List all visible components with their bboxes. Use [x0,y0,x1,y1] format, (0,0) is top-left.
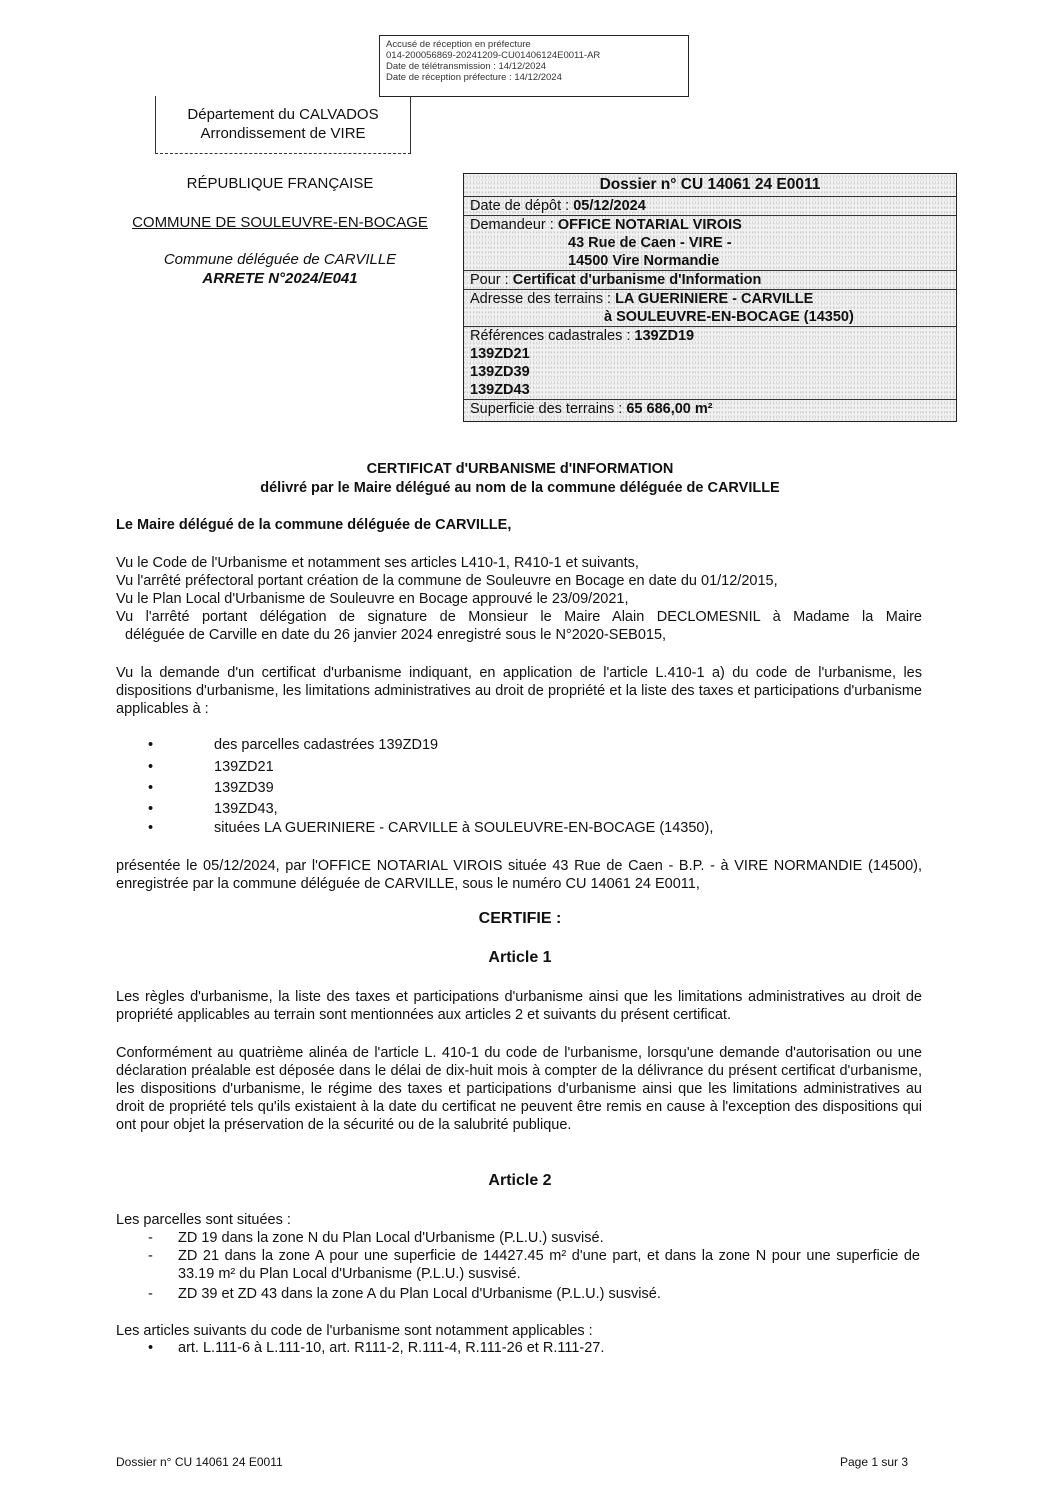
stamp-line: Date de télétransmission : 14/12/2024 [386,61,547,72]
applicant-label: Demandeur : [470,217,558,233]
vu-line: déléguée de Carville en date du 26 janvier 2024 enregistré sous le N°2020-SEB015, [125,627,667,643]
parcel-bullet: • situées LA GUERINIERE - CARVILLE à SOULEUVRE-EN-BOCAGE (14350), [148,820,714,836]
arrondissement-name: Arrondissement de VIRE [200,125,366,142]
mayor-line: Le Maire délégué de la commune déléguée de CARVILLE, [116,517,512,533]
parcel-bullet: • 139ZD43, [148,801,278,817]
commune-title: COMMUNE DE SOULEUVRE-EN-BOCAGE [132,214,428,231]
purpose-label: Pour : [470,272,513,288]
vu-line: Vu l'arrêté portant délégation de signature de Monsieur le Maire Alain DECLOMESNIL à Madame la Maire [116,609,922,625]
republic-title: RÉPUBLIQUE FRANÇAISE [186,175,374,192]
cadastral-ref: 139ZD43 [470,382,530,398]
land-address-label: Adresse des terrains : [470,291,616,307]
footer-page-number: Page 1 sur 3 [840,1455,909,1469]
deposit-date-row [464,197,956,216]
article1-title: Article 1 [488,949,552,966]
articles-intro: Les articles suivants du code de l'urbanisme sont notamment applicables : [116,1323,593,1339]
cadastral-row [464,327,956,400]
land-address-line1: LA GUERINIERE - CARVILLE [615,291,814,307]
deposit-date-value: 05/12/2024 [573,198,646,214]
parcel-text: des parcelles cadastrées 139ZD19 [214,737,439,753]
land-address-row [464,290,956,327]
department-name: Département du CALVADOS [187,106,379,123]
parcel-bullet: • des parcelles cadastrées 139ZD19 [148,737,439,753]
area-value: 65 686,00 m² [626,401,713,417]
deposit-date-label: Date de dépôt : [470,198,574,214]
article2-intro: Les parcelles sont situées : [116,1212,291,1228]
parcel-text: situées LA GUERINIERE - CARVILLE à SOULEUVRE-EN-BOCAGE (14350), [214,820,714,836]
vu-line: Vu le Code de l'Urbanisme et notamment ses articles L410-1, R410-1 et suivants, [116,555,639,571]
zone-text: ZD 19 dans la zone N du Plan Local d'Urbanisme (P.L.U.) susvisé. [178,1230,604,1246]
article-bullet: • art. L.111-6 à L.111-10, art. R111-2, R.111-4, R.111-26 et R.111-27. [148,1340,605,1356]
stamp-line: 014-200056869-20241209-CU01406124E0011-AR [386,50,601,61]
parcel-text: 139ZD39 [214,780,274,796]
vu-line: Vu le Plan Local d'Urbanisme de Souleuvre en Bocage approuvé le 23/09/2021, [116,591,629,607]
parcel-text: 139ZD43, [214,801,278,817]
zone-item: - ZD 21 dans la zone A pour une superficie de 14427.45 m² d'une part, et dans la zone N pour une superficie de 33.19 m² du Plan Local d'Urbanisme (P.L.U.) susvisé. [148,1248,920,1282]
area-label: Superficie des terrains : [470,401,627,417]
certifie-heading: CERTIFIE : [478,910,562,927]
stamp-line: Accusé de réception en préfecture [386,39,531,50]
dossier-box [463,173,957,422]
zone-item: - ZD 19 dans la zone N du Plan Local d'Urbanisme (P.L.U.) susvisé. [148,1229,920,1247]
area-row [464,400,956,418]
cadastral-ref: 139ZD21 [470,346,530,362]
stamp-line: Date de réception préfecture : 14/12/2024 [386,72,562,83]
certificate-subtitle: délivré par le Maire délégué au nom de la commune déléguée de CARVILLE [260,480,780,496]
cadastral-ref: 139ZD39 [470,364,530,380]
parcel-text: 139ZD21 [214,759,274,775]
zone-text: ZD 21 dans la zone A pour une superficie de 14427.45 m² d'une part, et dans la zone N pour une superficie de 33.19 m² du Plan Local d'Urbanisme (P.L.U.) susvisé. [178,1248,920,1282]
delegated-commune: Commune déléguée de CARVILLE [163,251,397,268]
cadastral-ref: 139ZD19 [634,328,695,344]
article1-paragraph2: Conformément au quatrième alinéa de l'article L. 410-1 du code de l'urbanisme, lorsqu'une demande d'autorisation ou une déclaration préalable est déposée dans le délai de dix-huit mois à compter de la délivrance du présent certificat d'urbanisme, les dispositions d'urbanisme, le régime des taxes et participations d'urbanisme ainsi que les limitations administratives au droit de propriété tels qu'ils existaient à la date du certificat ne peuvent être remis en cause à l'exception des dispositions qui ont pour objet la préservation de la sécurité ou de la salubrité publique. [116,1045,922,1133]
parcel-bullet: • 139ZD39 [148,780,274,796]
reception-stamp [379,35,689,97]
demand-paragraph: Vu la demande d'un certificat d'urbanisme indiquant, en application de l'article L.410-1 a) du code de l'urbanisme, les dispositions d'urbanisme, les limitations administratives au droit de propriété et la liste des taxes et participations d'urbanisme applicables à : [116,665,922,717]
article1-paragraph1: Les règles d'urbanisme, la liste des taxes et participations d'urbanisme ainsi que les limitations administratives au droit de propriété applicables au terrain sont mentionnées aux articles 2 et suivants du présent certificat. [116,989,922,1023]
zone-item: - ZD 39 et ZD 43 dans la zone A du Plan Local d'Urbanisme (P.L.U.) susvisé. [148,1285,920,1303]
applicant-row [464,216,956,271]
applicant-name: OFFICE NOTARIAL VIROIS [557,217,742,233]
cadastral-label: Références cadastrales : [470,328,635,344]
parcel-bullet: • 139ZD21 [148,759,274,775]
presented-paragraph: présentée le 05/12/2024, par l'OFFICE NOTARIAL VIROIS située 43 Rue de Caen - B.P. - à VIRE NORMANDIE (14500), enregistrée par la commune déléguée de CARVILLE, sous le numéro CU 14061 24 E0011, [116,858,922,892]
applicant-address-1: 43 Rue de Caen - VIRE - [568,235,732,251]
article2-title: Article 2 [488,1172,552,1189]
certificate-title: CERTIFICAT d'URBANISME d'INFORMATION [366,461,674,477]
purpose-value: Certificat d'urbanisme d'Information [512,272,762,288]
arrete-number: ARRETE N°2024/E041 [202,270,358,287]
dossier-number: Dossier n° CU 14061 24 E0011 [464,174,956,197]
zone-text: ZD 39 et ZD 43 dans la zone A du Plan Local d'Urbanisme (P.L.U.) susvisé. [178,1286,661,1302]
land-address-line2: à SOULEUVRE-EN-BOCAGE (14350) [604,309,854,325]
purpose-row [464,271,956,290]
footer-dossier: Dossier n° CU 14061 24 E0011 [116,1455,283,1469]
article-text: art. L.111-6 à L.111-10, art. R111-2, R.111-4, R.111-26 et R.111-27. [178,1340,605,1356]
department-box [155,96,411,154]
vu-line: Vu l'arrêté préfectoral portant création de la commune de Souleuvre en Bocage en date du 01/12/2015, [116,573,778,589]
applicant-address-2: 14500 Vire Normandie [568,253,720,269]
